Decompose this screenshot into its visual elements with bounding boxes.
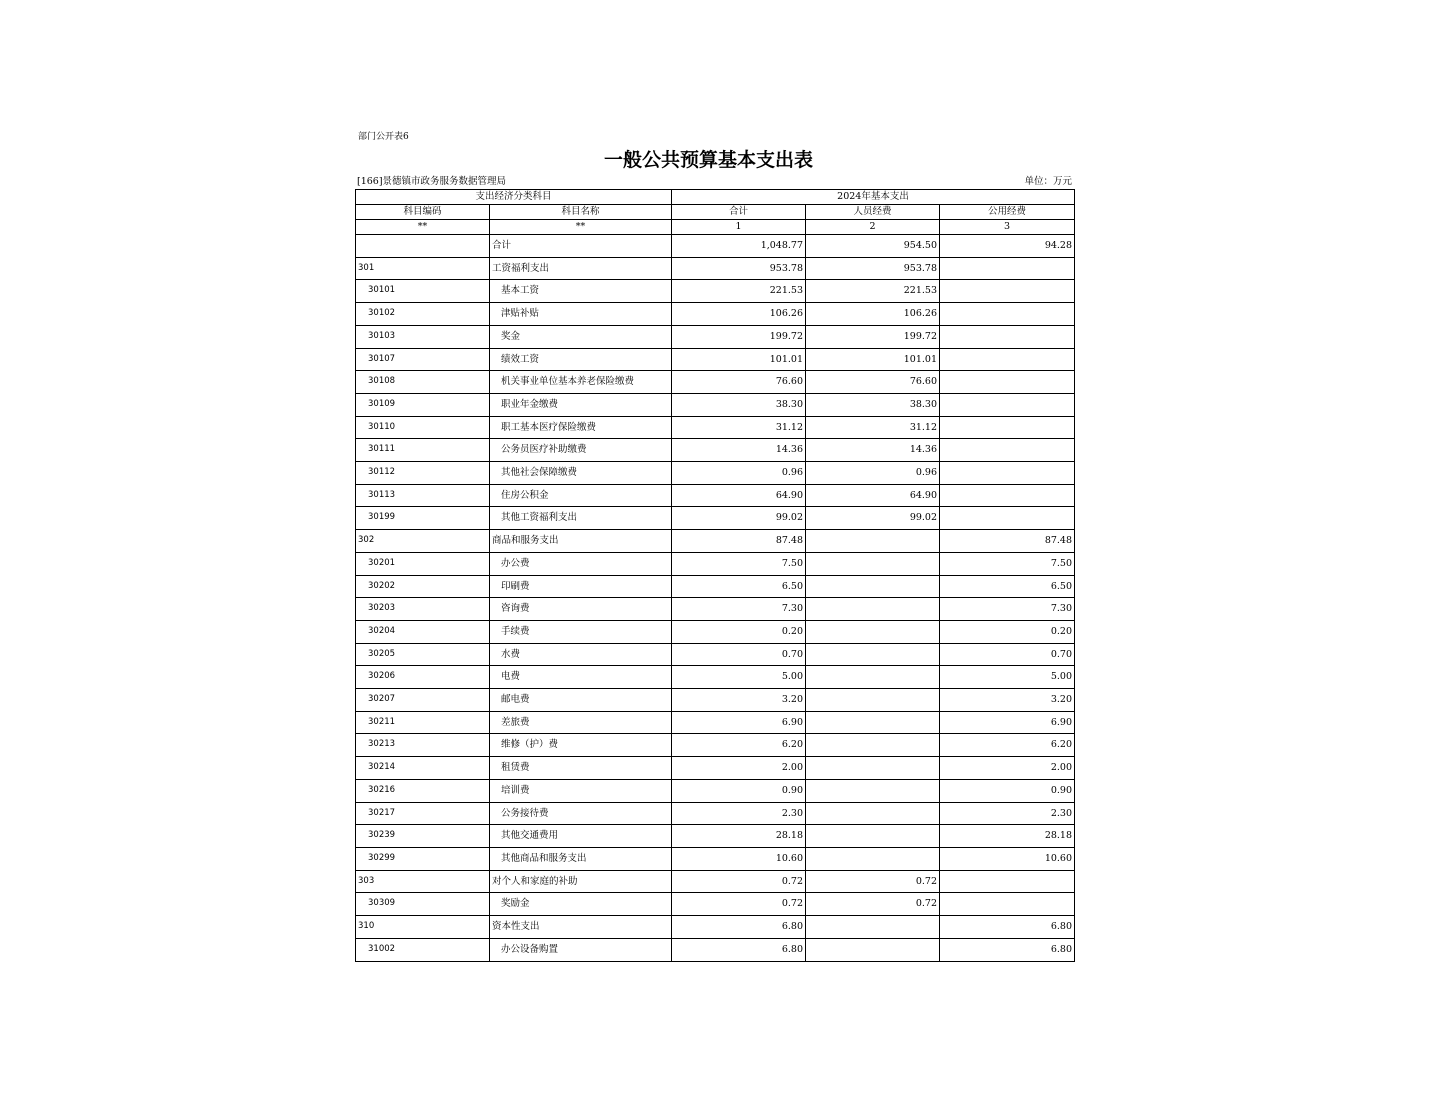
row-code: 30213 [356,734,490,757]
row-code: 30102 [356,303,490,326]
row-total: 1,048.77 [672,235,806,258]
expenditure-table [355,189,1075,962]
table-row [356,484,1075,507]
row-personnel [806,598,940,621]
row-total: 953.78 [672,257,806,280]
row-public [940,507,1075,530]
row-name: 基本工资 [490,280,672,303]
table-row [356,893,1075,916]
row-code: 30214 [356,757,490,780]
row-code: 30199 [356,507,490,530]
row-name: 住房公积金 [490,484,672,507]
row-public: 94.28 [940,235,1075,258]
row-code: 30101 [356,280,490,303]
row-code: 30216 [356,779,490,802]
row-name: 其他交通费用 [490,825,672,848]
row-name: 咨询费 [490,598,672,621]
row-personnel [806,575,940,598]
row-name: 奖金 [490,325,672,348]
row-public [940,371,1075,394]
row-code: 30207 [356,689,490,712]
row-name: 职工基本医疗保险缴费 [490,416,672,439]
row-personnel [806,530,940,553]
row-public [940,462,1075,485]
row-public: 6.90 [940,711,1075,734]
row-personnel: 76.60 [806,371,940,394]
header-code: 科目编码 [356,205,490,220]
row-total: 76.60 [672,371,806,394]
index-code: ** [356,220,490,235]
row-code: 30202 [356,575,490,598]
table-row [356,257,1075,280]
row-name: 奖励金 [490,893,672,916]
row-total: 6.80 [672,916,806,939]
row-name: 印刷费 [490,575,672,598]
row-total: 14.36 [672,439,806,462]
row-personnel [806,643,940,666]
row-public [940,257,1075,280]
row-name: 其他社会保障缴费 [490,462,672,485]
row-public: 6.80 [940,938,1075,961]
row-total: 31.12 [672,416,806,439]
row-personnel: 31.12 [806,416,940,439]
row-code: 31002 [356,938,490,961]
table-row [356,507,1075,530]
row-code: 30109 [356,393,490,416]
row-name: 其他商品和服务支出 [490,847,672,870]
row-total: 0.70 [672,643,806,666]
table-row [356,689,1075,712]
row-public: 3.20 [940,689,1075,712]
row-total: 3.20 [672,689,806,712]
table-row [356,303,1075,326]
table-row [356,439,1075,462]
index-personnel: 2 [806,220,940,235]
header-index-row [356,220,1075,235]
row-public: 0.20 [940,620,1075,643]
row-personnel: 0.72 [806,893,940,916]
header-group-row [356,190,1075,205]
row-public [940,348,1075,371]
table-body [356,235,1075,962]
row-name: 对个人和家庭的补助 [490,870,672,893]
row-public [940,893,1075,916]
row-total: 221.53 [672,280,806,303]
table-row [356,620,1075,643]
header-group-right: 2024年基本支出 [672,190,1075,205]
row-public: 6.50 [940,575,1075,598]
row-total: 5.00 [672,666,806,689]
table-row [356,643,1075,666]
row-public: 5.00 [940,666,1075,689]
row-public: 0.70 [940,643,1075,666]
row-code: 30205 [356,643,490,666]
row-total: 0.20 [672,620,806,643]
row-personnel: 0.96 [806,462,940,485]
row-personnel [806,825,940,848]
row-total: 2.00 [672,757,806,780]
row-total: 6.90 [672,711,806,734]
row-total: 0.72 [672,870,806,893]
header-group-left: 支出经济分类科目 [356,190,672,205]
table-row [356,870,1075,893]
table-row [356,802,1075,825]
row-name: 电费 [490,666,672,689]
table-row [356,847,1075,870]
row-public [940,393,1075,416]
row-code: 30239 [356,825,490,848]
index-total: 1 [672,220,806,235]
row-personnel [806,847,940,870]
header-personnel: 人员经费 [806,205,940,220]
row-code [356,235,490,258]
row-total: 6.80 [672,938,806,961]
table-row [356,666,1075,689]
row-total: 7.30 [672,598,806,621]
row-personnel [806,802,940,825]
table-row [356,462,1075,485]
row-code: 30299 [356,847,490,870]
table-row [356,552,1075,575]
table-row [356,371,1075,394]
row-code: 30111 [356,439,490,462]
row-personnel [806,734,940,757]
row-total: 99.02 [672,507,806,530]
row-personnel: 38.30 [806,393,940,416]
row-personnel [806,916,940,939]
row-personnel: 0.72 [806,870,940,893]
row-name: 维修（护）费 [490,734,672,757]
row-code: 303 [356,870,490,893]
row-public [940,439,1075,462]
row-total: 6.50 [672,575,806,598]
row-code: 30103 [356,325,490,348]
report-title: 一般公共预算基本支出表 [603,149,813,171]
row-personnel [806,779,940,802]
row-name: 手续费 [490,620,672,643]
row-total: 28.18 [672,825,806,848]
row-total: 38.30 [672,393,806,416]
table-row [356,348,1075,371]
header-column-row [356,205,1075,220]
row-code: 30211 [356,711,490,734]
row-total: 199.72 [672,325,806,348]
report-sheet [355,128,1074,962]
row-code: 30110 [356,416,490,439]
table-row [356,416,1075,439]
row-code: 30204 [356,620,490,643]
row-public: 0.90 [940,779,1075,802]
row-total: 0.96 [672,462,806,485]
row-total: 7.50 [672,552,806,575]
row-total: 106.26 [672,303,806,326]
row-public [940,325,1075,348]
row-personnel: 221.53 [806,280,940,303]
header-public: 公用经费 [940,205,1075,220]
table-row [356,393,1075,416]
row-code: 302 [356,530,490,553]
table-row [356,916,1075,939]
row-code: 30107 [356,348,490,371]
header-total: 合计 [672,205,806,220]
table-row [356,734,1075,757]
row-public [940,416,1075,439]
row-public: 2.30 [940,802,1075,825]
row-personnel: 64.90 [806,484,940,507]
row-public [940,484,1075,507]
row-name: 工资福利支出 [490,257,672,280]
row-personnel [806,689,940,712]
row-name: 其他工资福利支出 [490,507,672,530]
header-name: 科目名称 [490,205,672,220]
row-code: 30203 [356,598,490,621]
row-code: 310 [356,916,490,939]
index-public: 3 [940,220,1075,235]
row-public [940,280,1075,303]
row-public: 10.60 [940,847,1075,870]
unit-label: 单位：万元 [1024,176,1072,187]
row-total: 0.72 [672,893,806,916]
row-code: 30113 [356,484,490,507]
row-personnel: 99.02 [806,507,940,530]
row-name: 资本性支出 [490,916,672,939]
table-row [356,938,1075,961]
row-personnel: 101.01 [806,348,940,371]
row-name: 差旅费 [490,711,672,734]
row-personnel [806,938,940,961]
table-row [356,280,1075,303]
table-row [356,757,1075,780]
department-name: [166]景德镇市政务服务数据管理局 [357,176,507,187]
row-personnel: 199.72 [806,325,940,348]
row-code: 30112 [356,462,490,485]
report-meta [355,174,1074,189]
row-total: 6.20 [672,734,806,757]
row-total: 10.60 [672,847,806,870]
row-code: 30309 [356,893,490,916]
table-row [356,530,1075,553]
table-row [356,779,1075,802]
row-public: 87.48 [940,530,1075,553]
row-name: 邮电费 [490,689,672,712]
row-personnel: 106.26 [806,303,940,326]
row-name: 办公设备购置 [490,938,672,961]
table-row [356,235,1075,258]
row-public: 6.80 [940,916,1075,939]
row-total: 101.01 [672,348,806,371]
row-name: 公务员医疗补助缴费 [490,439,672,462]
row-public: 7.30 [940,598,1075,621]
row-personnel [806,552,940,575]
row-total: 64.90 [672,484,806,507]
row-personnel [806,620,940,643]
row-name: 租赁费 [490,757,672,780]
row-name: 培训费 [490,779,672,802]
row-name: 水费 [490,643,672,666]
row-name: 商品和服务支出 [490,530,672,553]
table-row [356,575,1075,598]
row-code: 30206 [356,666,490,689]
row-code: 30217 [356,802,490,825]
row-total: 2.30 [672,802,806,825]
row-name: 职业年金缴费 [490,393,672,416]
row-total: 0.90 [672,779,806,802]
row-personnel [806,711,940,734]
row-personnel: 14.36 [806,439,940,462]
row-code: 30108 [356,371,490,394]
row-public: 28.18 [940,825,1075,848]
index-name: ** [490,220,672,235]
row-public: 2.00 [940,757,1075,780]
row-public: 6.20 [940,734,1075,757]
table-row [356,325,1075,348]
table-row [356,598,1075,621]
row-name: 合计 [490,235,672,258]
row-name: 机关事业单位基本养老保险缴费 [490,371,672,394]
row-name: 办公费 [490,552,672,575]
row-personnel [806,757,940,780]
row-name: 津贴补贴 [490,303,672,326]
table-row [356,711,1075,734]
row-name: 公务接待费 [490,802,672,825]
row-public [940,870,1075,893]
row-personnel: 954.50 [806,235,940,258]
row-personnel [806,666,940,689]
form-number: 部门公开表6 [358,132,409,142]
row-public: 7.50 [940,552,1075,575]
row-code: 301 [356,257,490,280]
row-name: 绩效工资 [490,348,672,371]
row-public [940,303,1075,326]
row-total: 87.48 [672,530,806,553]
row-code: 30201 [356,552,490,575]
table-row [356,825,1075,848]
row-personnel: 953.78 [806,257,940,280]
